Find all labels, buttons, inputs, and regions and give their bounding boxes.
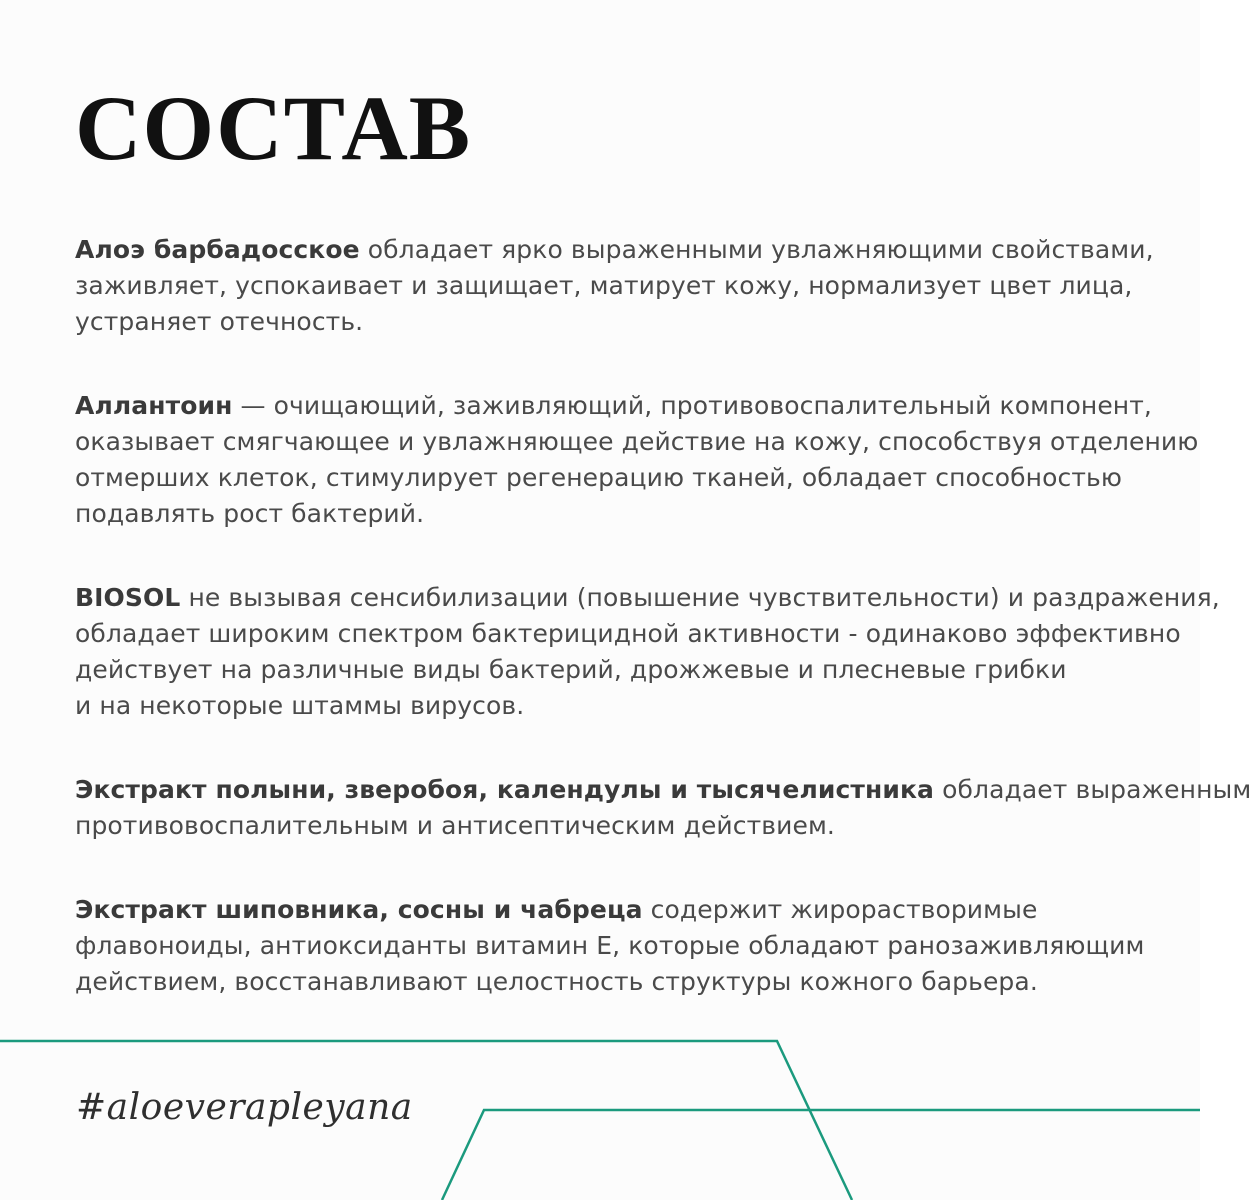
ingredient-paragraph-allantoin [75, 388, 1199, 532]
paragraph-line [75, 388, 1155, 424]
paragraph-line: флавоноиды, антиоксиданты витамин Е, которые обладают ранозаживляющим [75, 931, 1145, 960]
ingredient-name: Экстракт полыни, зверобоя, календулы и тысячелистника [75, 775, 935, 804]
paragraph-line: и на некоторые штаммы вирусов. [75, 691, 525, 720]
paragraph-line [75, 892, 1155, 928]
paragraph-line: заживляет, успокаивает и защищает, матирует кожу, нормализует цвет лица, [75, 271, 1133, 300]
ingredient-paragraph-aloe [75, 232, 1155, 340]
ingredient-paragraph-biosol [75, 580, 1220, 724]
paragraph-line [75, 772, 1251, 808]
paragraph-line: действием, восстанавливают целостность структуры кожного барьера. [75, 967, 1038, 996]
ingredient-paragraph-rosehip-extract [75, 892, 1155, 1000]
paragraph-line: подавлять рост бактерий. [75, 499, 425, 528]
brand-hashtag: #aloeverapleyana [76, 1087, 413, 1128]
composition-content [75, 232, 1251, 1048]
ingredient-description: — очищающий, заживляющий, противовоспалительный компонент, [232, 391, 1152, 420]
ingredient-paragraph-herbal-extract [75, 772, 1251, 844]
ingredient-name: Алоэ барбадосское [75, 235, 360, 264]
paragraph-line: обладает широким спектром бактерицидной активности - одинаково эффективно [75, 619, 1181, 648]
ingredient-name: Аллантоин [75, 391, 233, 420]
ingredient-description: содержит жирорастворимые [642, 895, 1038, 924]
paragraph-line [75, 580, 1220, 616]
ingredient-name: Экстракт шиповника, сосны и чабреца [75, 895, 643, 924]
ingredient-name: BIOSOL [75, 583, 181, 612]
ingredient-description: обладает выраженным [934, 775, 1251, 804]
page-title: СОСТАВ [75, 77, 472, 179]
paragraph-line: противовоспалительным и антисептическим действием. [75, 811, 835, 840]
paragraph-line [75, 232, 1155, 268]
paragraph-line: отмерших клеток, стимулирует регенерацию тканей, обладает способностью [75, 463, 1123, 492]
ingredient-description: обладает ярко выраженными увлажняющими свойствами, [359, 235, 1154, 264]
paragraph-line: оказывает смягчающее и увлажняющее действие на кожу, способствуя отделению [75, 427, 1199, 456]
paragraph-line: устраняет отечность. [75, 307, 364, 336]
ingredient-description: не вызывая сенсибилизации (повышение чувствительности) и раздражения, [180, 583, 1220, 612]
lower-accent-line [442, 1110, 1200, 1200]
paragraph-line: действует на различные виды бактерий, дрожжевые и плесневые грибки [75, 655, 1067, 684]
